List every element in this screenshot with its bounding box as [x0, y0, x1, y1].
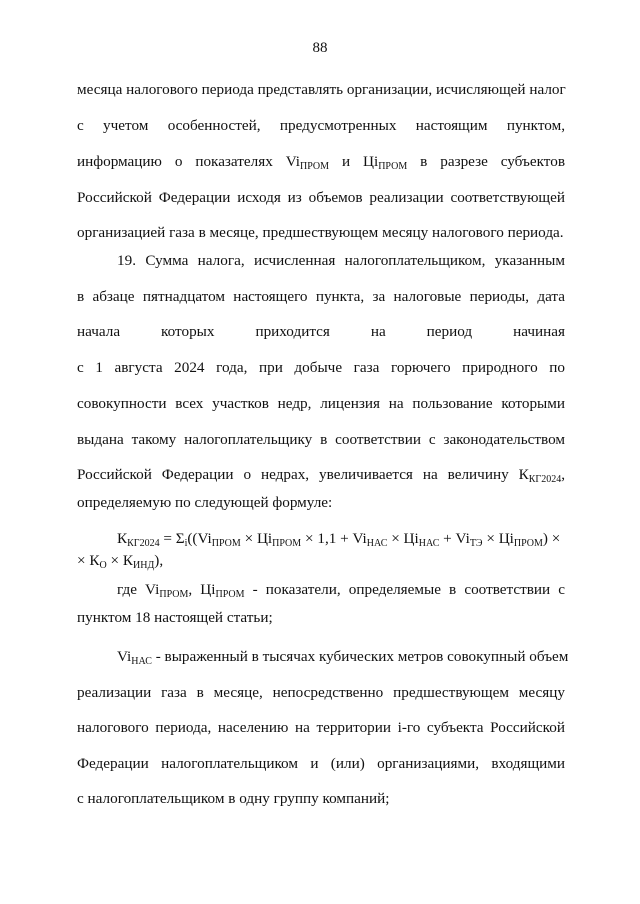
text-line: $Vi_{НАС}$ - выраженный в тысячах кубических метров совокупный объем — [117, 648, 569, 667]
text-line: выдана такому налогоплательщику в соответствии с законодательством — [77, 431, 565, 448]
text-line: Российской Федерации о недрах, увеличивается на величину $К_{КГ2024}$, — [77, 466, 565, 485]
text-line: с учетом особенностей, предусмотренных настоящим пунктом, — [77, 117, 565, 134]
text-line: в абзаце пятнадцатом настоящего пункта, за налоговые периоды, дата — [77, 288, 565, 305]
text-line: с налогоплательщиком в одну группу компаний; — [77, 790, 390, 807]
text-line: налогового периода, населению на территории i-го субъекта Российской — [77, 719, 565, 736]
text-line: совокупности всех участков недр, лицензия на пользование которыми — [77, 395, 565, 412]
text-line: организацией газа в месяце, предшествующем месяцу налогового периода. — [77, 224, 564, 241]
formula-line-1: $К_{КГ2024} = \Sigma_i((Vi_{ПРОМ} \times Ці_{ПРОМ} \times 1,1 + Vi_{НАС} \times Ці_{НАС} + Vi_{ТЭ} \times Ці_{ПРОМ})$ × — [117, 530, 561, 549]
paragraph-19-start: 19. Сумма налога, исчисленная налогоплательщиком, указанным — [117, 252, 565, 269]
text-line: пунктом 18 настоящей статьи; — [77, 609, 273, 626]
text-line: Российской Федерации исходя из объемов реализации соответствующей — [77, 189, 565, 206]
text-line: Федерации налогоплательщиком и (или) организациями, входящими — [77, 755, 565, 772]
text-line: где $Vi_{ПРОМ}$, $Ці_{ПРОМ}$ - показатели, определяемые в соответствии с — [117, 581, 566, 600]
text-line: реализации газа в месяце, непосредственно предшествующем месяцу — [77, 684, 565, 701]
text-line: месяца налогового периода представлять организации, исчисляющей налог — [77, 81, 566, 98]
text-line: с 1 августа 2024 года, при добыче газа горючего природного по — [77, 359, 565, 376]
text-line: информацию о показателях $Vi_{ПРОМ}$ и $Ці_{ПРОМ}$ в разрезе субъектов — [77, 153, 565, 172]
text-line: начала которых приходится на период начиная — [77, 323, 565, 340]
formula-line-2: × $К_О \times К_{ИНД}$), — [77, 552, 164, 571]
text-line: определяемую по следующей формуле: — [77, 494, 333, 511]
page-number: 88 — [312, 40, 328, 56]
